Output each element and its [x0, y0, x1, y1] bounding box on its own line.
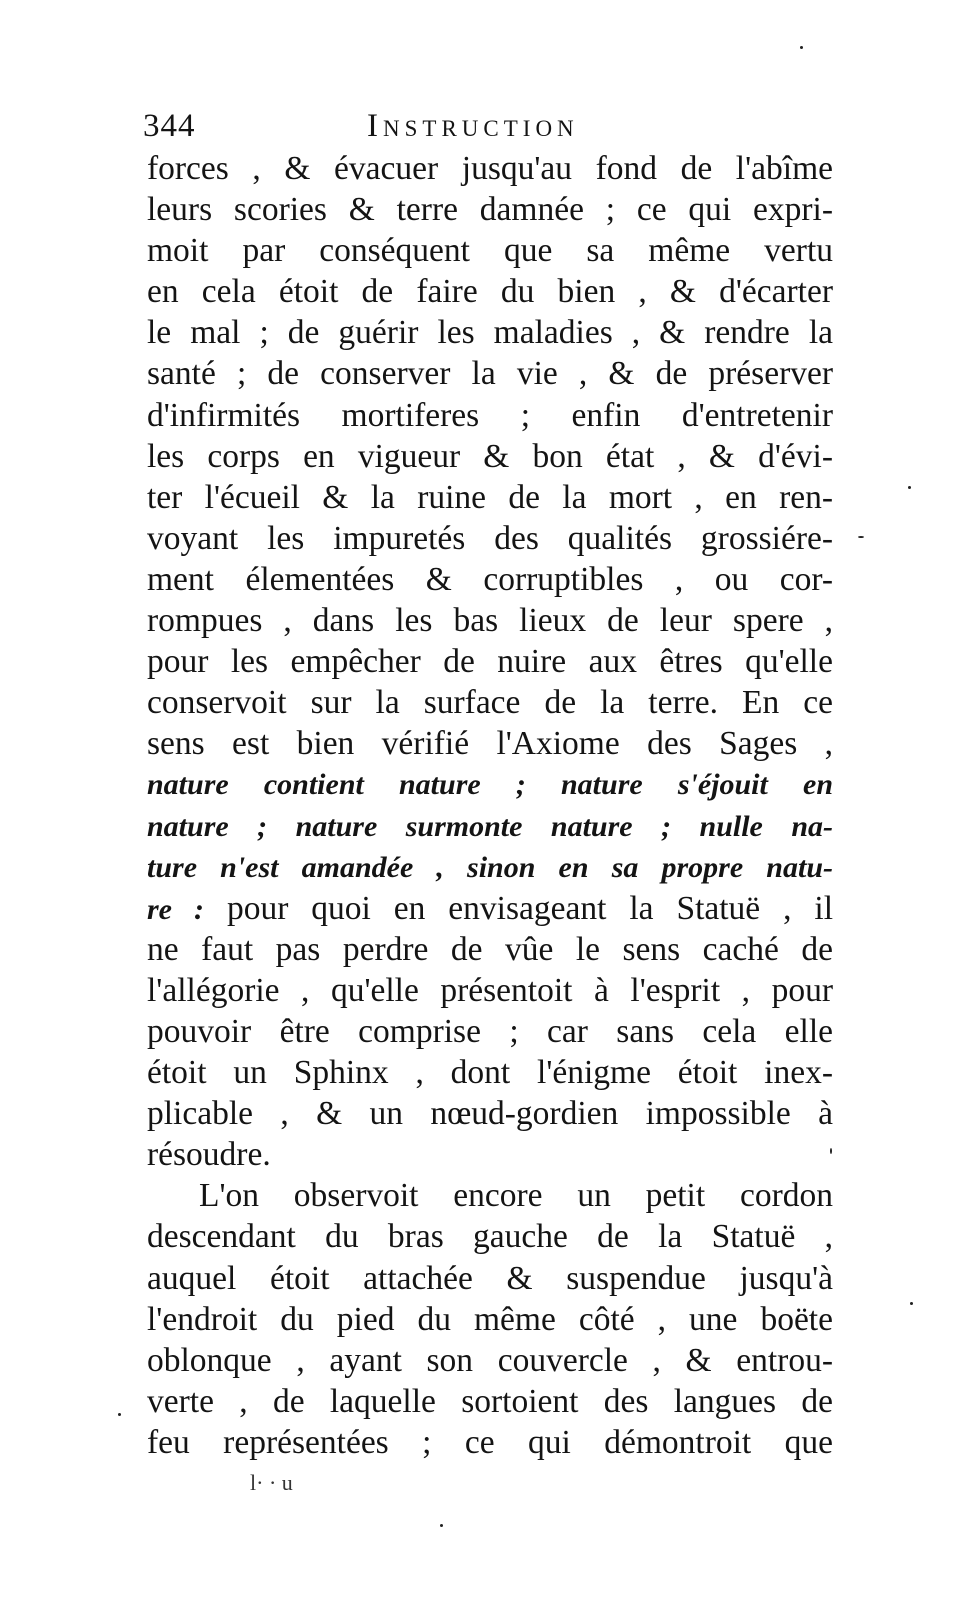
italic-line: nature contient nature ; nature s'éjouit en	[147, 768, 833, 802]
text-line: ter l'écueil & la ruine de la mort , en ren-	[147, 478, 833, 516]
text-line: l'endroit du pied du même côté , une boëte	[147, 1300, 833, 1338]
text-line: d'infirmités mortiferes ; enfin d'entretenir	[147, 396, 833, 434]
footer-mark: l· · u	[250, 1470, 293, 1495]
text-line: oblonque , ayant son couvercle , & entrou-	[147, 1341, 833, 1379]
text-line: l'allégorie , qu'elle présentoit à l'esprit , pour	[147, 971, 833, 1009]
text-line: leurs scories & terre damnée ; ce qui expri-	[147, 191, 833, 229]
text-line: ment élementées & corruptibles , ou cor-	[147, 560, 833, 598]
text-line: forces , & évacuer jusqu'au fond de l'abîme	[147, 150, 833, 187]
text-line: moit par conséquent que sa même vertu	[147, 232, 833, 270]
text-line: descendant du bras gauche de la Statuë ,	[147, 1218, 833, 1256]
italic-fragment: re :	[147, 892, 205, 926]
page-number: 344	[143, 108, 196, 144]
ink-speck	[908, 486, 911, 489]
text-line: les corps en vigueur & bon état , & d'évi-	[147, 437, 833, 475]
text-line: voyant les impuretés des qualités grossiére-	[147, 519, 833, 557]
ink-speck	[858, 536, 864, 538]
text-line	[147, 888, 833, 929]
text-line: auquel étoit attachée & suspendue jusqu'à	[147, 1259, 833, 1297]
italic-line: nature ; nature surmonte nature ; nulle na-	[147, 809, 833, 843]
text-line: verte , de laquelle sortoient des langues de	[147, 1382, 833, 1420]
text-line: rompues , dans les bas lieux de leur spere ,	[147, 602, 833, 640]
text-line: conservoit sur la surface de la terre. En ce	[147, 684, 833, 722]
running-head	[143, 104, 833, 148]
text-line: sens est bien vérifié l'Axiome des Sages ,	[147, 725, 833, 763]
ink-speck	[118, 1413, 121, 1416]
body-text	[147, 148, 833, 1463]
text-line: pouvoir être comprise ; car sans cela elle	[147, 1012, 833, 1050]
roman-fragment: pour quoi en envisageant la Statuë , il	[204, 889, 834, 927]
paragraph-start-line: L'on observoit encore un petit cordon	[199, 1177, 833, 1215]
text-line: santé ; de conserver la vie , & de préserver	[147, 355, 833, 393]
text-line: plicable , & un nœud-gordien impossible à	[147, 1095, 833, 1133]
text-line: le mal ; de guérir les maladies , & rendre la	[147, 314, 833, 352]
running-title: Instruction	[367, 108, 579, 144]
ink-speck	[440, 1524, 443, 1527]
ink-speck	[910, 1302, 913, 1305]
ink-speck	[830, 1148, 832, 1154]
ink-speck	[800, 46, 803, 49]
text-line: étoit un Sphinx , dont l'énigme étoit inex-	[147, 1054, 833, 1092]
text-line: en cela étoit de faire du bien , & d'écarter	[147, 273, 833, 311]
text-line: ne faut pas perdre de vûe le sens caché de	[147, 930, 833, 968]
text-line: pour les empêcher de nuire aux êtres qu'elle	[147, 643, 833, 681]
paragraph-end-line: résoudre.	[147, 1136, 271, 1174]
italic-line: ture n'est amandée , sinon en sa propre natu-	[147, 850, 833, 884]
text-line: feu représentées ; ce qui démontroit que	[147, 1423, 833, 1461]
